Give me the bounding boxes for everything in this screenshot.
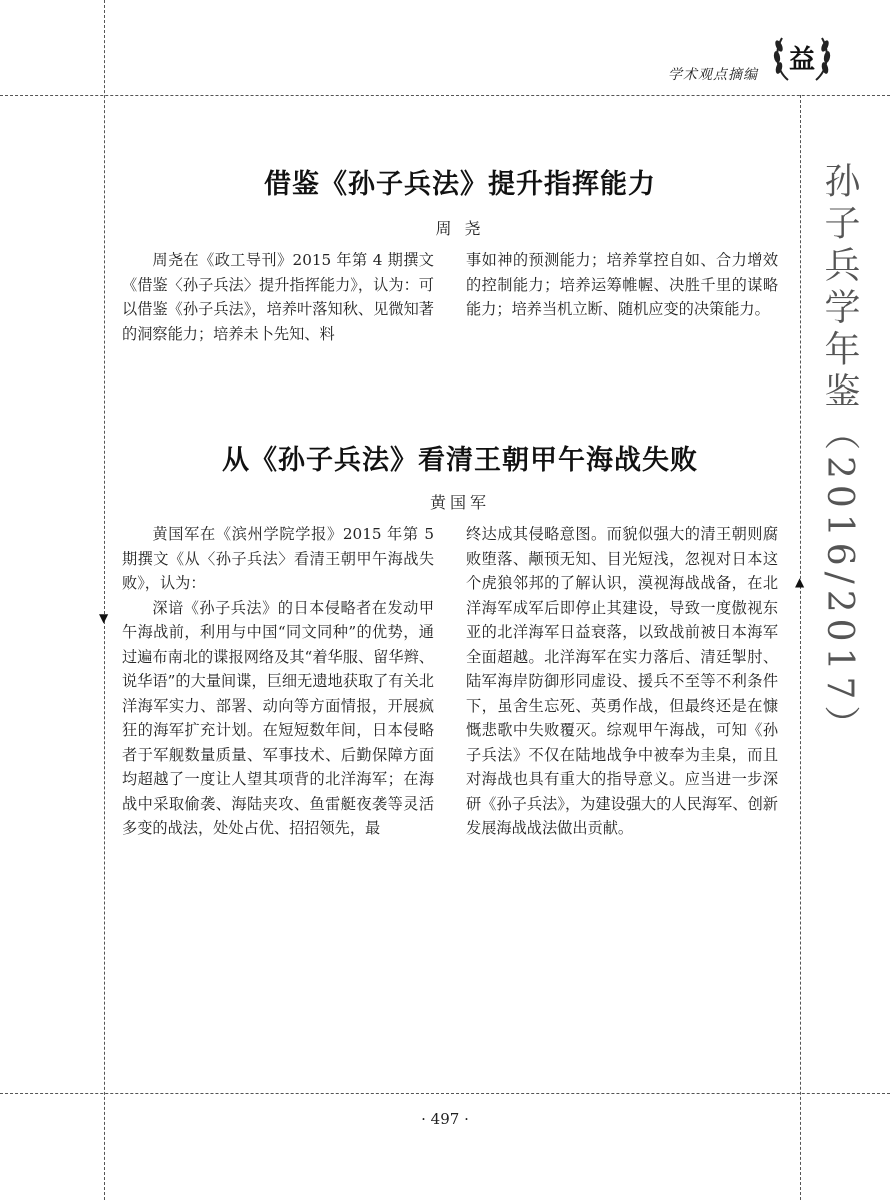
side-yearbook-title: 孙子兵学年鉴（2016/2017）	[819, 162, 860, 748]
page-number: · 497 ·	[421, 1110, 469, 1128]
running-head: 学术观点摘编	[668, 67, 758, 83]
left-trim-line	[104, 0, 105, 1200]
article-1-right-column	[466, 248, 778, 322]
article-2-right-column	[466, 522, 778, 841]
article-2-left-column	[122, 522, 434, 841]
bottom-trim-line	[0, 1093, 890, 1094]
laurel-logo-icon	[770, 26, 834, 90]
article-1-title: 借鉴《孙子兵法》提升指挥能力	[264, 169, 656, 200]
right-trim-line	[800, 95, 801, 1200]
logo-glyph: 益	[788, 45, 816, 75]
paragraph: 周尧在《政工导刊》2015 年第 4 期撰文《借鉴〈孙子兵法〉提升指挥能力》，认为：可以借鉴《孙子兵法》，培养叶落知秋、见微知著的洞察能力；培养未卜先知、料	[122, 251, 434, 343]
left-page-marker-icon: ▼	[99, 611, 109, 625]
article-2-title: 从《孙子兵法》看清王朝甲午海战失败	[222, 445, 698, 476]
paragraph: 深谙《孙子兵法》的日本侵略者在发动甲午海战前，利用与中国“同文同种”的优势，通过遍布南北的谍报网络及其“着华服、留华辫、说华语”的大量间谍，巨细无遗地获取了有关北洋海军实力、部署、动向等方面情报，开展疯狂的海军扩充计划。在短短数年间，日本侵略者于军舰数量质量、军事技术、后勤保障方面均超越了一度让人望其项背的北洋海军；在海战中采取偷袭、海陆夹攻、鱼雷艇夜袭等灵活多变的战法，处处占优、招招领先，最	[122, 598, 434, 837]
paragraph: 事如神的预测能力；培养掌控自如、合力增效的控制能力；培养运筹帷幄、决胜千里的谋略能力；培养当机立断、随机应变的决策能力。	[466, 251, 778, 318]
paragraph: 黄国军在《滨州学院学报》2015 年第 5 期撰文《从〈孙子兵法〉看清王朝甲午海战失败》，认为：	[122, 525, 434, 592]
top-trim-line	[0, 95, 890, 96]
article-2-author: 黄国军	[429, 493, 490, 512]
article-1-author: 周 尧	[435, 219, 485, 238]
article-1-left-column	[122, 248, 434, 346]
paragraph: 终达成其侵略意图。而貌似强大的清王朝则腐败堕落、颟顸无知、目光短浅，忽视对日本这个虎狼邻邦的了解认识，漠视海战战备，在北洋海军成军后即停止其建设，导致一度傲视东亚的北洋海军日益衰落，以致战前被日本海军全面超越。北洋海军在实力落后、清廷掣肘、陆军海岸防御形同虚设、援兵不至等不利条件下，虽舍生忘死、英勇作战，但最终还是在慷慨悲歌中失败覆灭。综观甲午海战，可知《孙子兵法》不仅在陆地战争中被奉为圭臬，而且对海战也具有重大的指导意义。应当进一步深研《孙子兵法》，为建设强大的人民海军、创新发展海战战法做出贡献。	[466, 525, 778, 837]
right-page-marker-icon: ▲	[795, 575, 805, 589]
